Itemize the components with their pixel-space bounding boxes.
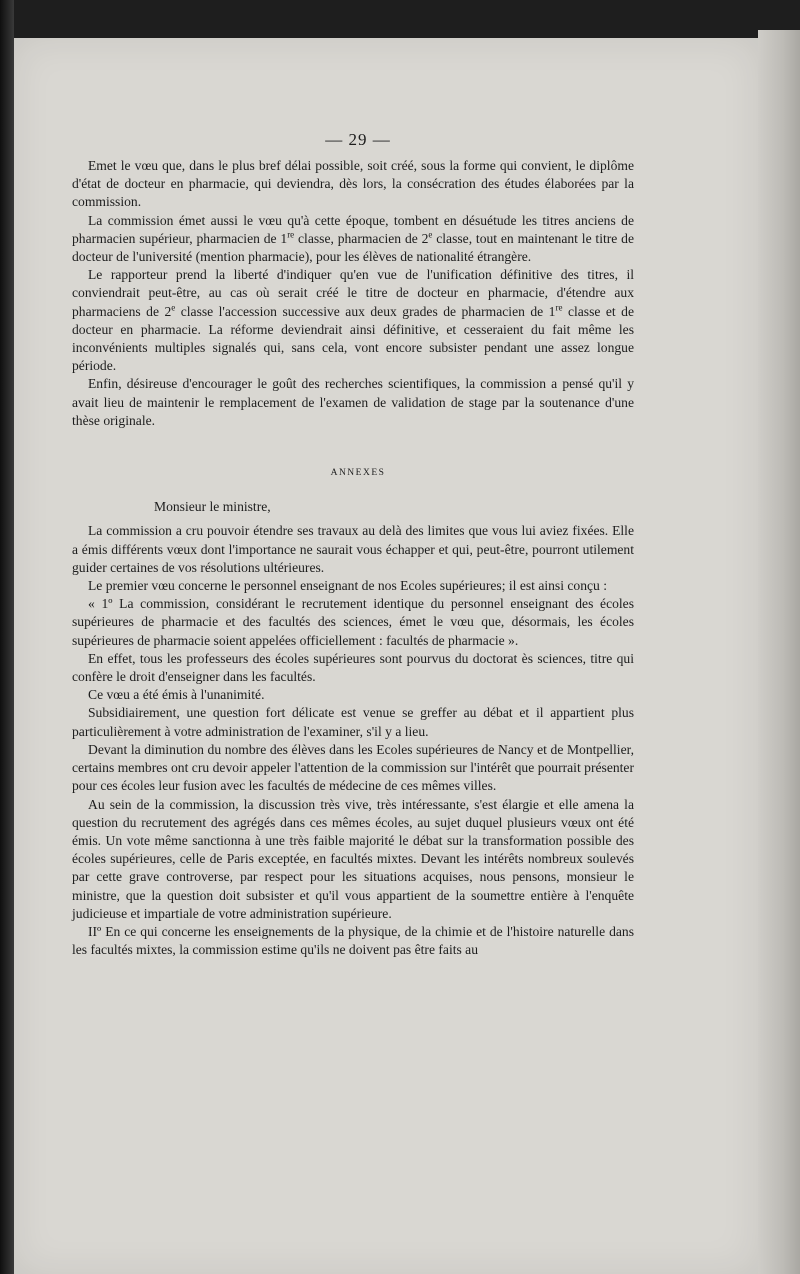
- paragraph: En effet, tous les professeurs des écoles supérieures sont pourvus du doctorat ès sciences, titre qui confère le droit d'enseigner dans les facultés.: [72, 650, 634, 685]
- binding-shadow: [0, 0, 14, 1274]
- section-heading: ANNEXES: [330, 468, 386, 479]
- paragraph: Emet le vœu que, dans le plus bref délai possible, soit créé, sous la forme qui convient, le diplôme d'état de docteur en pharmacie, qui deviendra, dès lors, la consécration des études élaborées par la commission.: [72, 158, 634, 210]
- paragraph: IIº En ce qui concerne les enseignements de la physique, de la chimie et de l'histoire naturelle dans les facultés mixtes, la commission estime qu'ils ne doivent pas être faits au: [72, 923, 634, 958]
- paragraph: Le rapporteur prend la liberté d'indiquer qu'en vue de l'unification définitive des titres, il conviendrait peut-être, au cas où serait créé le titre de docteur en pharmacie, d'étendre aux pharmaciens de 2e classe l'accession successive aux deux grades de pharmacien de 1re classe et de docteur en pharmacie. La réforme deviendrait ainsi définitive, et cesseraient du fait même les inconvénients multiples signalés qui, sans cela, vont encore subsister pendant une assez longue période.: [72, 267, 634, 374]
- paragraph: La commission a cru pouvoir étendre ses travaux au delà des limites que vous lui aviez fixées. Elle a émis différents vœux dont l'importance ne saurait vous échapper et qui, peut-être, pourront utilement guider certaines de vos résolutions ultérieures.: [72, 523, 634, 575]
- section-gap: [72, 430, 634, 464]
- paragraph: La commission émet aussi le vœu qu'à cette époque, tombent en désuétude les titres anciens de pharmacien supérieur, pharmacien de 1re classe, pharmacien de 2e classe, tout en maintenant le titre de docteur de l'université (mention pharmacie), pour les élèves de nationalité étrangère.: [72, 212, 634, 265]
- paragraph: « 1º La commission, considérant le recrutement identique du personnel enseignant des écoles supérieures de pharmacie et des facultés des sciences, émet le vœu que, désormais, les écoles supérieures de pharmacie soient appelées officiellement : facultés de pharmacie ».: [72, 596, 634, 648]
- page-number: — 29 —: [325, 130, 391, 149]
- paragraph: Le premier vœu concerne le personnel enseignant de nos Ecoles supérieures; il est ainsi conçu :: [88, 578, 608, 594]
- paragraph: Subsidiairement, une question fort délicate est venue se greffer au débat et il appartient plus particulièrement à votre administration de l'examiner, s'il y a lieu.: [72, 705, 634, 739]
- paragraph: Au sein de la commission, la discussion très vive, très intéressante, s'est élargie et elle amena la question du recrutement des agrégés dans ces mêmes écoles, au sujet duquel plusieurs vœux ont été émis. Un vote même sanctionna à une très faible majorité le débat sur la transformation possible des écoles supérieures, celle de Paris exceptée, en facultés mixtes. Devant les intérêts nombreux soulevés par cette grave controverse, par respect pour les situations acquises, nous pensons, monsieur le ministre, que la question doit subsister et qu'il vous appartient de la soumettre entière à l'enquête judicieuse et impartiale de votre administration supérieure.: [72, 796, 634, 921]
- salutation: Monsieur le ministre,: [154, 499, 271, 515]
- paragraph: Enfin, désireuse d'encourager le goût des recherches scientifiques, la commission a pensé qu'il y avait lieu de maintenir le remplacement de l'examen de validation de stage par la soutenance d'une thèse originale.: [72, 376, 634, 428]
- page-content: [72, 129, 634, 959]
- paragraph: Ce vœu a été émis à l'unanimité.: [88, 687, 265, 703]
- paragraph: Devant la diminution du nombre des élèves dans les Ecoles supérieures de Nancy et de Montpellier, certains membres ont cru devoir appeler l'attention de la commission sur l'intérêt que pourrait présenter pour ces écoles leur fusion avec les facultés de médecine de ces mêmes villes.: [72, 741, 634, 794]
- page-edge: [758, 30, 800, 1274]
